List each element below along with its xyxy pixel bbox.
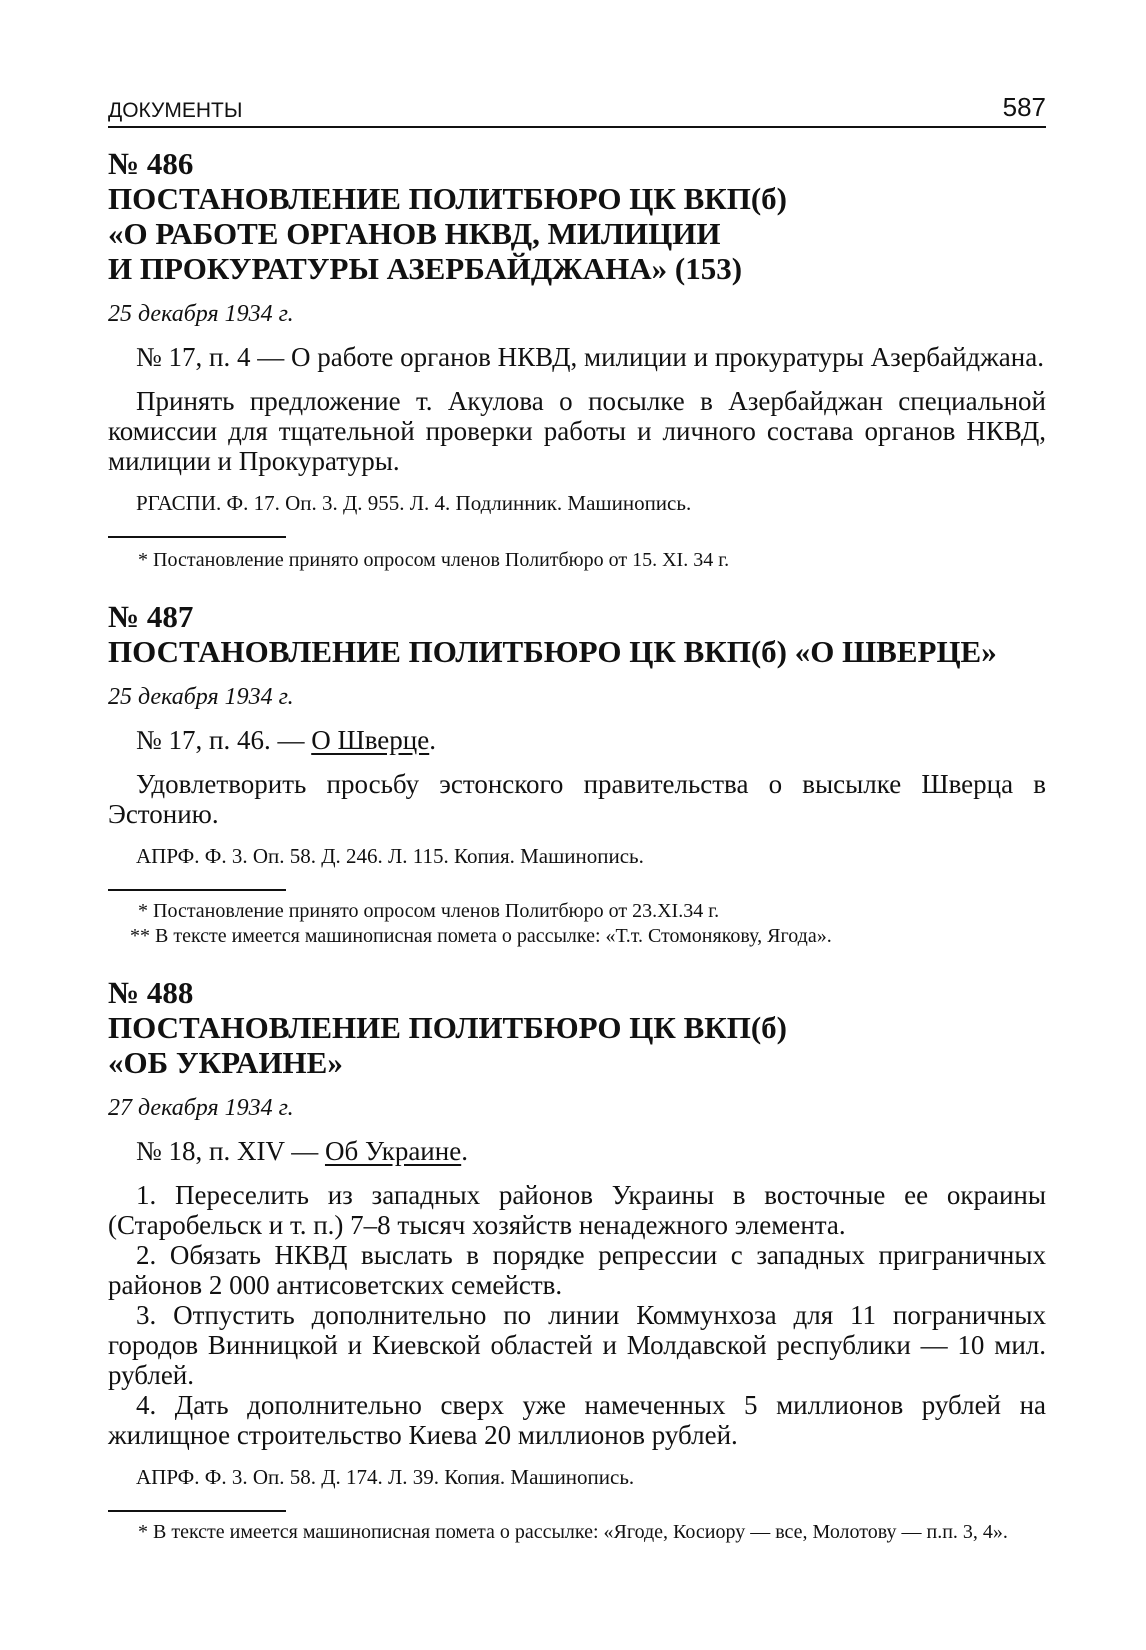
protocol-subject: Об Украине [324, 1136, 462, 1166]
resolution-item: 4. Дать дополнительно сверх уже намеченных 5 миллионов рублей на жилищное строительство Киева 20 миллионов рублей. [108, 1390, 1046, 1450]
document-body: Принять предложение т. Акулова о посылке в Азербайджан специальной комиссии для тщательной проверки работы и личного состава органов НКВД, милиции и Прокуратуры. [108, 386, 1046, 476]
footnote: * В тексте имеется машинописная помета о рассылке: «Ягоде, Косиору — все, Молотову — п.п. 3, 4». [138, 1521, 1008, 1543]
document-date: 25 декабря 1934 г. [108, 684, 294, 710]
footnote: * Постановление принято опросом членов Политбюро от 15. XI. 34 г. [138, 549, 730, 571]
document-title-line: «ОБ УКРАИНЕ» [108, 1045, 343, 1080]
footnote-rule [108, 536, 286, 538]
footnote-rule [108, 1510, 286, 1512]
archive-source: АПРФ. Ф. 3. Оп. 58. Д. 246. Л. 115. Копия. Машинопись. [136, 844, 644, 868]
book-page [108, 92, 1046, 1545]
footnote-rule [108, 889, 286, 891]
footnote: * Постановление принято опросом членов Политбюро от 23.XI.34 г. [138, 900, 720, 922]
document-title-line: ПОСТАНОВЛЕНИЕ ПОЛИТБЮРО ЦК ВКП(б) «О ШВЕРЦЕ» [108, 634, 997, 669]
document-487 [108, 599, 1046, 949]
document-title-line: ПОСТАНОВЛЕНИЕ ПОЛИТБЮРО ЦК ВКП(б) [108, 1010, 788, 1045]
document-488 [108, 975, 1046, 1545]
document-title-line: И ПРОКУРАТУРЫ АЗЕРБАЙДЖАНА» (153) [108, 251, 743, 286]
archive-source: АПРФ. Ф. 3. Оп. 58. Д. 174. Л. 39. Копия. Машинопись. [136, 1465, 635, 1489]
protocol-prefix: № 18, п. XIV — [136, 1136, 325, 1166]
document-title-line: «О РАБОТЕ ОРГАНОВ НКВД, МИЛИЦИИ [108, 216, 721, 251]
section-title: ДОКУМЕНТЫ [108, 99, 243, 122]
document-number: № 488 [108, 975, 194, 1010]
resolution-item: 2. Обязать НКВД выслать в порядке репрессии с западных приграничных районов 2 000 антисоветских семейств. [108, 1240, 1046, 1300]
protocol-line: № 17, п. 4 — О работе органов НКВД, милиции и прокуратуры Азербайджана. [136, 342, 1044, 372]
document-body: Удовлетворить просьбу эстонского правительства о высылке Шверца в Эстонию. [108, 769, 1046, 829]
document-486 [108, 146, 1046, 573]
archive-source: РГАСПИ. Ф. 17. Оп. 3. Д. 955. Л. 4. Подлинник. Машинопись. [136, 491, 692, 515]
protocol-line [108, 1136, 1046, 1166]
protocol-subject: О Шверце [311, 725, 430, 755]
document-number: № 486 [108, 146, 194, 181]
document-date: 25 декабря 1934 г. [108, 301, 294, 327]
footnote: ** В тексте имеется машинописная помета о рассылке: «Т.т. Стомонякову, Ягода». [130, 925, 832, 947]
document-number: № 487 [108, 599, 194, 634]
protocol-suffix: . [461, 1136, 468, 1166]
resolution-item: 1. Переселить из западных районов Украины в восточные ее окраины (Старобельск и т. п.) 7–8 тысяч хозяйств ненадежного элемента. [108, 1180, 1046, 1240]
page-number: 587 [1002, 92, 1046, 122]
protocol-suffix: . [429, 725, 436, 755]
running-header [108, 92, 1046, 128]
document-date: 27 декабря 1934 г. [108, 1095, 294, 1121]
protocol-prefix: № 17, п. 46. — [136, 725, 312, 755]
protocol-line [108, 725, 1046, 755]
document-title-line: ПОСТАНОВЛЕНИЕ ПОЛИТБЮРО ЦК ВКП(б) [108, 181, 788, 216]
resolution-item: 3. Отпустить дополнительно по линии Коммунхоза для 11 пограничных городов Винницкой и Киевской областей и Молдавской республики — 10 мил. рублей. [108, 1300, 1046, 1390]
